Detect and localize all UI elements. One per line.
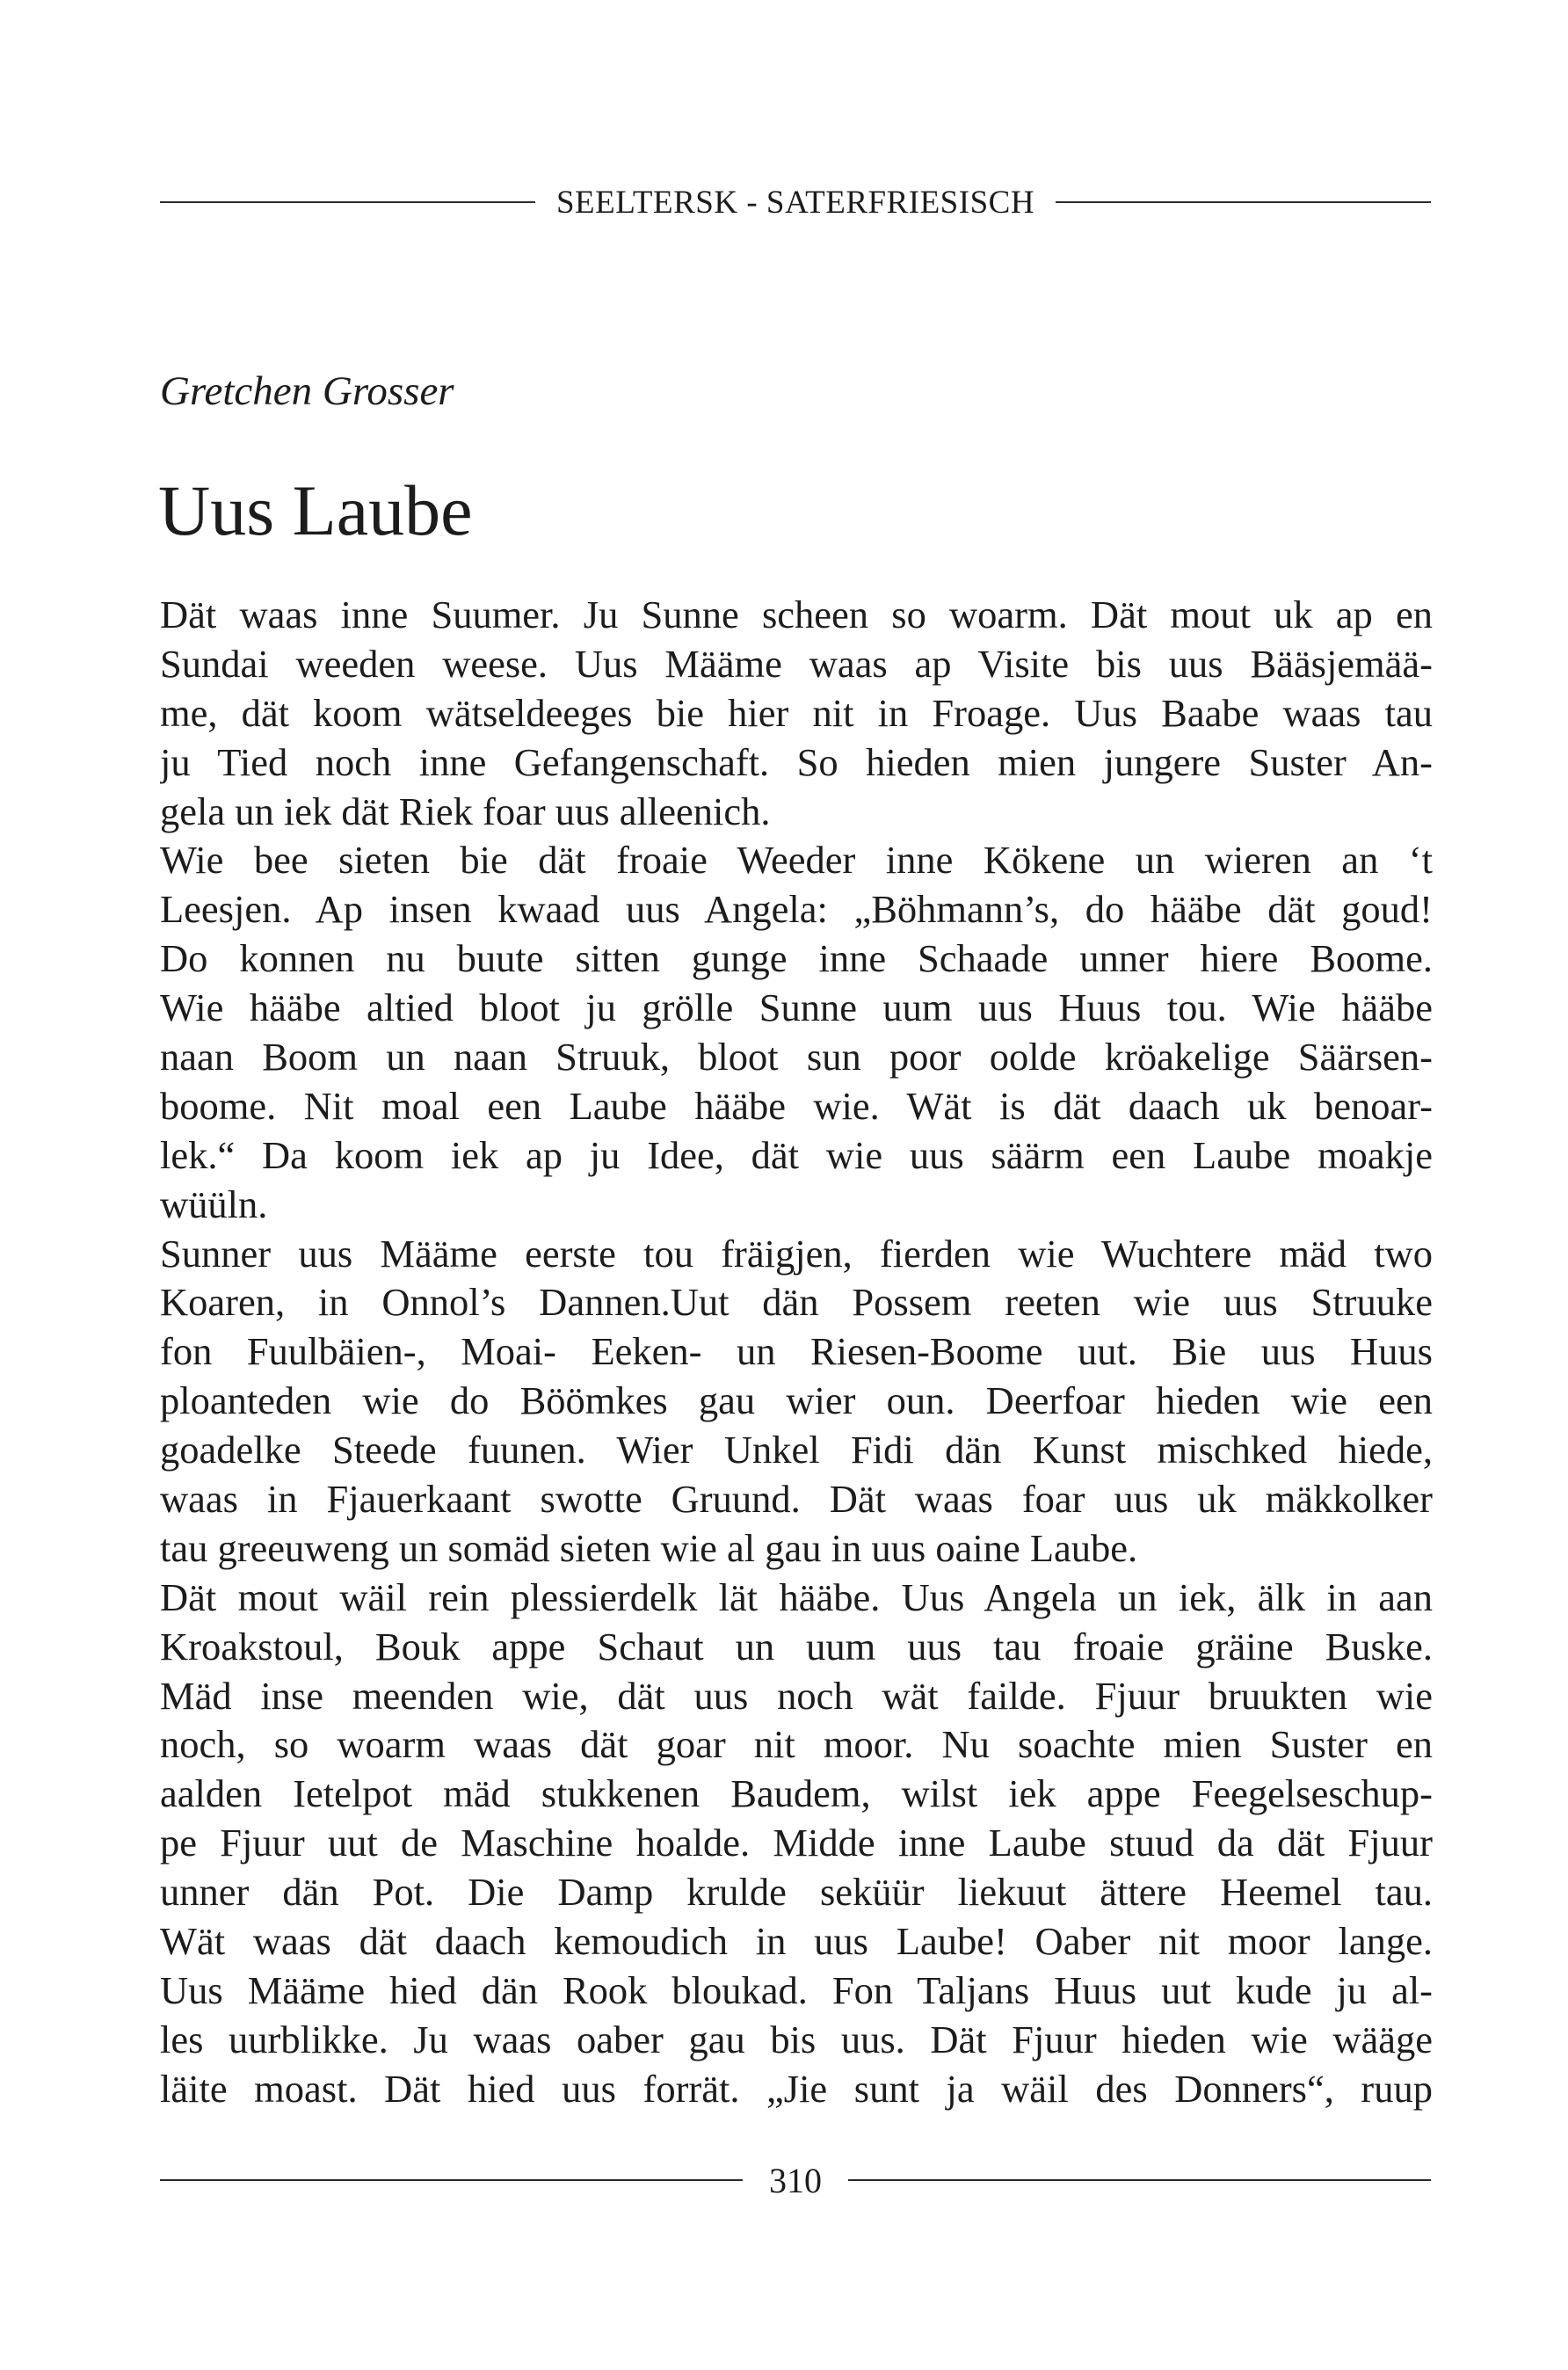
footer-rule-left <box>160 2179 743 2181</box>
text-line: läite moast. Dät hied uus forrät. „Jie sunt ja wäil des Donners“, ruup <box>160 2066 1433 2111</box>
text-line: ploanteden wie do Böömkes gau wier oun. Deerfoar hieden wie een <box>160 1378 1433 1423</box>
text-line: Wät waas dät daach kemoudich in uus Laube! Oaber nit moor lange. <box>160 1919 1433 1964</box>
article-body <box>160 591 1433 2114</box>
text-line: Dät mout wäil rein plessierdelk lät hääbe. Uus Angela un iek, älk in aan <box>160 1574 1433 1619</box>
text-line: naan Boom un naan Struuk, bloot sun poor oolde kröakelige Säärsen- <box>160 1035 1433 1080</box>
text-line: Dät waas inne Suumer. Ju Sunne scheen so woarm. Dät mout uk ap en <box>160 592 1433 636</box>
text-line: lek.“ Da koom iek ap ju Idee, dät wie uus säärm een Laube moakje <box>160 1132 1433 1177</box>
text-line: fon Fuulbäien-, Moai- Eeken- un Riesen-Boome uut. Bie uus Huus <box>160 1329 1433 1374</box>
header-rule-right <box>1056 201 1431 203</box>
header-rule-left <box>160 201 535 203</box>
footer-rule-right <box>848 2179 1431 2181</box>
running-title: SEELTERSK - SATERFRIESISCH <box>555 184 1035 221</box>
author-name: Gretchen Grosser <box>160 368 454 414</box>
page-number: 310 <box>769 2160 822 2200</box>
text-line: Leesjen. Ap insen kwaad uus Angela: „Böhmann’s, do hääbe dät goud! <box>160 887 1433 932</box>
text-line: Kroakstoul, Bouk appe Schaut un uum uus tau froaie gräine Buske. <box>160 1624 1433 1668</box>
text-line: wüüln. <box>160 1181 268 1226</box>
text-line: gela un iek dät Riek foar uus alleenich. <box>160 789 771 833</box>
text-line: Sunner uus Määme eerste tou fräigjen, fierden wie Wuchtere mäd two <box>160 1231 1433 1276</box>
text-line: Sundai weeden weese. Uus Määme waas ap Visite bis uus Bääsjemää- <box>160 641 1433 686</box>
text-line: pe Fjuur uut de Maschine hoalde. Midde inne Laube stuud da dät Fjuur <box>160 1821 1433 1865</box>
text-line: Wie hääbe altied bloot ju grölle Sunne uum uus Huus tou. Wie hääbe <box>160 985 1433 1030</box>
page-footer <box>160 2156 1431 2205</box>
text-line: tau greeuweng un somäd sieten wie al gau in uus oaine Laube. <box>160 1525 1138 1570</box>
text-line: boome. Nit moal een Laube hääbe wie. Wät is dät daach uk benoar- <box>160 1083 1433 1128</box>
text-line: me, dät koom wätseldeeges bie hier nit in Froage. Uus Baabe waas tau <box>160 690 1433 735</box>
text-line: Koaren, in Onnol’s Dannen.Uut dän Possem reeten wie uus Struuke <box>160 1280 1433 1325</box>
text-line: Wie bee sieten bie dät froaie Weeder inne Kökene un wieren an ‘t <box>160 838 1433 883</box>
text-line: goadelke Steede fuunen. Wier Unkel Fidi dän Kunst mischked hiede, <box>160 1428 1433 1472</box>
text-line: unner dän Pot. Die Damp krulde seküür liekuut ättere Heemel tau. <box>160 1870 1433 1915</box>
text-line: noch, so woarm waas dät goar nit moor. Nu soachte mien Suster en <box>160 1722 1433 1767</box>
article-title: Uus Laube <box>158 470 473 550</box>
text-line: Mäd inse meenden wie, dät uus noch wät failde. Fjuur bruukten wie <box>160 1673 1433 1718</box>
text-line: Do konnen nu buute sitten gunge inne Schaade unner hiere Boome. <box>160 936 1433 981</box>
text-line: waas in Fjauerkaant swotte Gruund. Dät waas foar uus uk mäkkolker <box>160 1477 1433 1522</box>
running-header <box>160 178 1431 227</box>
text-line: les uurblikke. Ju waas oaber gau bis uus. Dät Fjuur hieden wie wääge <box>160 2017 1433 2061</box>
text-line: Uus Määme hied dän Rook bloukad. Fon Taljans Huus uut kude ju al- <box>160 1967 1433 2012</box>
text-line: aalden Ietelpot mäd stukkenen Baudem, wilst iek appe Feegelseschup- <box>160 1771 1433 1816</box>
text-line: ju Tied noch inne Gefangenschaft. So hieden mien jungere Suster An- <box>160 739 1433 784</box>
